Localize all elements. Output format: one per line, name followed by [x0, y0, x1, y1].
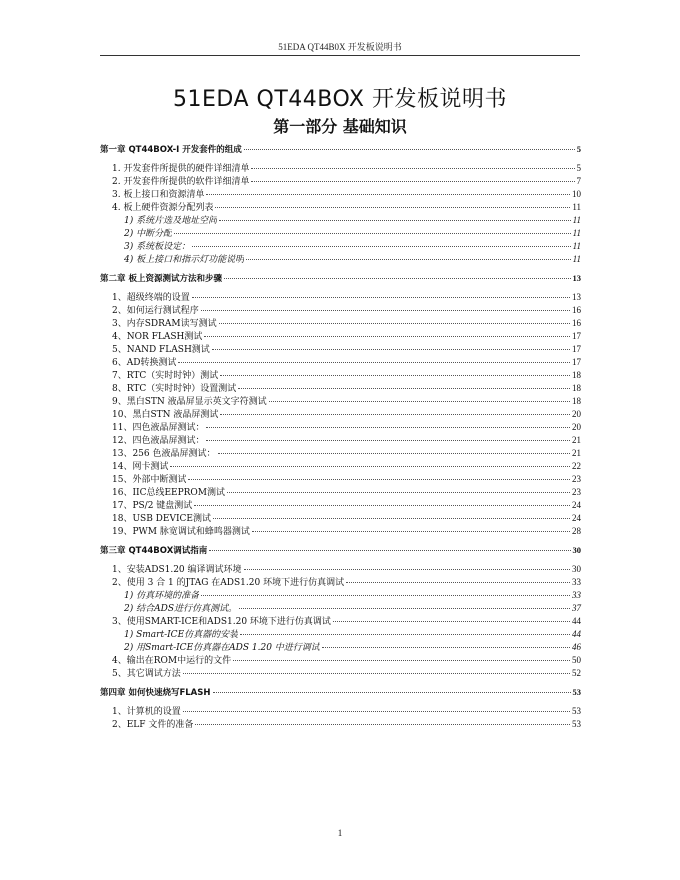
toc-leader-dots [220, 414, 570, 415]
toc-entry-title: 2. 开发套件所提供的软件详细清单 [112, 177, 250, 187]
toc-leader-dots [204, 336, 570, 337]
toc-entry-title: 17、PS/2 键盘测试 [112, 501, 193, 511]
toc-leader-dots [213, 518, 570, 519]
toc-leader-dots [206, 427, 570, 428]
toc-entry[interactable] [100, 395, 581, 408]
toc-entry-title: 第一章 QT44BOX-I 开发套件的组成 [100, 145, 242, 155]
toc-entry[interactable] [100, 175, 581, 188]
toc-page-number: 53 [572, 719, 581, 729]
toc-entry[interactable] [100, 253, 581, 266]
toc-entry[interactable] [100, 227, 581, 240]
toc-page-number: 16 [572, 318, 581, 328]
toc-entry-title: 4) 板上接口和指示灯功能说明 [124, 255, 245, 265]
toc-leader-dots [174, 233, 571, 234]
toc-entry-title: 2) 结合ADS进行仿真测试。 [124, 604, 237, 614]
toc-entry[interactable] [100, 382, 581, 395]
toc-page-number: 11 [572, 215, 581, 225]
toc-entry-title: 1、计算机的设置 [112, 707, 181, 717]
toc-entry-title: 3. 板上接口和资源清单 [112, 190, 205, 200]
toc-page-number: 11 [572, 228, 581, 238]
toc-entry[interactable] [100, 473, 581, 486]
toc-entry[interactable] [100, 343, 581, 356]
toc-leader-dots [192, 246, 571, 247]
toc-leader-dots [219, 220, 571, 221]
toc-page-number: 21 [572, 448, 581, 458]
toc-page-number: 23 [572, 487, 581, 497]
toc-leader-dots [251, 181, 574, 182]
toc-entry[interactable] [100, 408, 581, 421]
toc-leader-dots [170, 466, 570, 467]
toc-entry[interactable] [100, 602, 581, 615]
toc-entry-title: 3、内存SDRAM读写测试 [112, 319, 217, 329]
toc-page-number: 30 [572, 545, 581, 555]
toc-leader-dots [239, 608, 570, 609]
toc-entry-title: 10、黑白STN 液晶屏测试 [112, 410, 219, 420]
toc-entry-title: 4、NOR FLASH测试 [112, 332, 203, 342]
toc-entry[interactable] [100, 486, 581, 499]
toc-entry-title: 2) 用Smart-ICE仿真器在ADS 1.20 中进行调试 [124, 643, 320, 653]
toc-leader-dots [209, 550, 570, 551]
toc-entry[interactable] [100, 525, 581, 538]
toc-entry-title: 5、NAND FLASH测试 [112, 345, 210, 355]
page-number: 1 [337, 828, 343, 838]
toc-entry-title: 4. 板上硬件资源分配列表 [112, 203, 214, 213]
toc-entry[interactable] [100, 188, 581, 201]
toc-leader-dots [240, 634, 570, 635]
toc-page-number: 52 [572, 668, 581, 678]
toc-entry-title: 1) 系统片选及地址空间 [124, 216, 218, 226]
toc-entry[interactable] [100, 667, 581, 680]
toc-page-number: 7 [576, 176, 581, 186]
toc-leader-dots [346, 582, 570, 583]
toc-page-number: 11 [572, 241, 581, 251]
toc-page-number: 24 [572, 500, 581, 510]
toc-entry-title: 15、外部中断测试 [112, 475, 187, 485]
toc-entry-title: 6、AD转换测试 [112, 358, 177, 368]
toc-page-number: 5 [576, 163, 581, 173]
toc-page-number: 20 [572, 409, 581, 419]
header-divider [100, 55, 580, 56]
toc-entry[interactable] [100, 291, 581, 304]
toc-leader-dots [194, 505, 570, 506]
toc-page-number: 33 [572, 590, 581, 600]
toc-entry-title: 14、网卡测试 [112, 462, 169, 472]
toc-leader-dots [192, 297, 570, 298]
toc-entry-title: 19、PWM 脉宽调试和蜂鸣器测试 [112, 527, 250, 537]
toc-leader-dots [244, 569, 570, 570]
toc-leader-dots [269, 401, 570, 402]
toc-entry[interactable] [100, 330, 581, 343]
toc-entry[interactable] [100, 705, 581, 718]
toc-page-number: 10 [572, 189, 581, 199]
toc-page-number: 21 [572, 435, 581, 445]
toc-leader-dots [213, 692, 571, 693]
toc-entry[interactable] [100, 421, 581, 434]
toc-leader-dots [195, 724, 570, 725]
toc-entry[interactable] [100, 460, 581, 473]
toc-entry-title: 2、使用 3 合 1 的JTAG 在ADS1.20 环境下进行仿真调试 [112, 578, 345, 588]
toc-leader-dots [183, 673, 570, 674]
toc-leader-dots [206, 194, 570, 195]
toc-entry-title: 1、超级终端的设置 [112, 293, 190, 303]
toc-page-number: 18 [572, 396, 581, 406]
toc-leader-dots [233, 660, 570, 661]
toc-entry[interactable] [100, 615, 581, 628]
toc-page-number: 28 [572, 526, 581, 536]
toc-leader-dots [201, 310, 570, 311]
toc-leader-dots [220, 375, 570, 376]
toc-page-number: 46 [572, 642, 581, 652]
toc-entry[interactable] [100, 356, 581, 369]
toc-entry-title: 2、如何运行测试程序 [112, 306, 199, 316]
toc-page-number: 13 [572, 273, 581, 283]
toc-page-number: 33 [572, 577, 581, 587]
toc-leader-dots [227, 492, 570, 493]
toc-entry[interactable] [100, 240, 581, 253]
toc-leader-dots [251, 168, 574, 169]
toc-page-number: 44 [572, 616, 581, 626]
toc-page-number: 18 [572, 370, 581, 380]
toc-page-number: 30 [572, 564, 581, 574]
toc-entry-title: 1) 仿真环境的准备 [124, 591, 200, 601]
toc-entry[interactable] [100, 563, 581, 576]
part-subtitle: 第一部分 基础知识 [273, 117, 407, 136]
toc-entry[interactable] [100, 162, 581, 175]
toc-entry-title: 第二章 板上资源测试方法和步骤 [100, 274, 222, 284]
toc-leader-dots [252, 531, 570, 532]
toc-leader-dots [206, 440, 570, 441]
toc-page-number: 53 [572, 687, 581, 697]
toc-page-number: 11 [572, 254, 581, 264]
toc-entry[interactable] [100, 214, 581, 227]
toc-leader-dots [218, 453, 571, 454]
toc-leader-dots [244, 149, 575, 150]
toc-chapter-entry[interactable] [100, 143, 581, 156]
toc-entry-title: 3) 系统板设定： [124, 242, 191, 252]
toc-leader-dots [224, 278, 571, 279]
toc-page-number: 17 [572, 344, 581, 354]
toc-leader-dots [215, 207, 570, 208]
toc-entry[interactable] [100, 317, 581, 330]
toc-leader-dots [178, 362, 570, 363]
toc-chapter-entry[interactable] [100, 544, 581, 557]
toc-page-number: 5 [576, 144, 581, 154]
toc-entry[interactable] [100, 589, 581, 602]
toc-entry-title: 1、安装ADS1.20 编译调试环境 [112, 565, 242, 575]
toc-leader-dots [183, 711, 570, 712]
toc-entry[interactable] [100, 641, 581, 654]
toc-entry-title: 2、ELF 文件的准备 [112, 720, 194, 730]
toc-entry-title: 1. 开发套件所提供的硬件详细清单 [112, 164, 250, 174]
toc-leader-dots [201, 595, 570, 596]
toc-entry-title: 2) 中断分配 [124, 229, 173, 239]
toc-entry[interactable] [100, 434, 581, 447]
toc-entry-title: 16、IIC总线EEPROM测试 [112, 488, 226, 498]
toc-entry-title: 7、RTC（实时时钟）测试 [112, 371, 219, 381]
toc-leader-dots [188, 479, 570, 480]
toc-entry[interactable] [100, 576, 581, 589]
toc-entry-title: 第三章 QT44BOX调试指南 [100, 546, 208, 556]
toc-page-number: 11 [572, 202, 581, 212]
running-header: 51EDA QT44B0X 开发板说明书 [278, 42, 402, 52]
toc-entry[interactable] [100, 369, 581, 382]
toc-leader-dots [238, 388, 570, 389]
toc-page-number: 17 [572, 331, 581, 341]
toc-page-number: 22 [572, 461, 581, 471]
toc-entry[interactable] [100, 654, 581, 667]
toc-entry-title: 13、256 色液晶屏测试： [112, 449, 216, 459]
toc-entry-title: 12、四色液晶屏测试： [112, 436, 205, 446]
toc-page-number: 23 [572, 474, 581, 484]
toc-entry-title: 3、使用SMART-ICE和ADS1.20 环境下进行仿真调试 [112, 617, 331, 627]
toc-entry-title: 8、RTC（实时时钟）设置测试 [112, 384, 237, 394]
toc-entry[interactable] [100, 499, 581, 512]
table-of-contents [100, 143, 581, 731]
toc-entry[interactable] [100, 512, 581, 525]
toc-page-number: 17 [572, 357, 581, 367]
toc-entry[interactable] [100, 201, 581, 214]
toc-page-number: 50 [572, 655, 581, 665]
toc-leader-dots [219, 323, 570, 324]
toc-entry-title: 18、USB DEVICE测试 [112, 514, 211, 524]
toc-entry[interactable] [100, 304, 581, 317]
toc-page-number: 53 [572, 706, 581, 716]
toc-entry[interactable] [100, 628, 581, 641]
toc-entry-title: 11、四色液晶屏测试： [112, 423, 205, 433]
toc-page-number: 20 [572, 422, 581, 432]
toc-page-number: 13 [572, 292, 581, 302]
document-title: 51EDA QT44BOX 开发板说明书 [173, 87, 507, 112]
toc-entry[interactable] [100, 447, 581, 460]
toc-page-number: 18 [572, 383, 581, 393]
toc-leader-dots [333, 621, 570, 622]
toc-leader-dots [322, 647, 570, 648]
toc-chapter-entry[interactable] [100, 686, 581, 699]
toc-chapter-entry[interactable] [100, 272, 581, 285]
toc-entry-title: 1) Smart-ICE仿真器的安装 [124, 630, 239, 640]
toc-entry[interactable] [100, 718, 581, 731]
toc-leader-dots [246, 259, 571, 260]
toc-entry-title: 第四章 如何快速烧写FLASH [100, 688, 211, 698]
toc-leader-dots [212, 349, 570, 350]
toc-page-number: 16 [572, 305, 581, 315]
toc-entry-title: 9、黑白STN 液晶屏显示英文字符测试 [112, 397, 267, 407]
toc-page-number: 24 [572, 513, 581, 523]
toc-entry-title: 5、其它调试方法 [112, 669, 181, 679]
toc-page-number: 37 [572, 603, 581, 613]
toc-page-number: 44 [572, 629, 581, 639]
toc-entry-title: 4、输出在ROM中运行的文件 [112, 656, 232, 666]
